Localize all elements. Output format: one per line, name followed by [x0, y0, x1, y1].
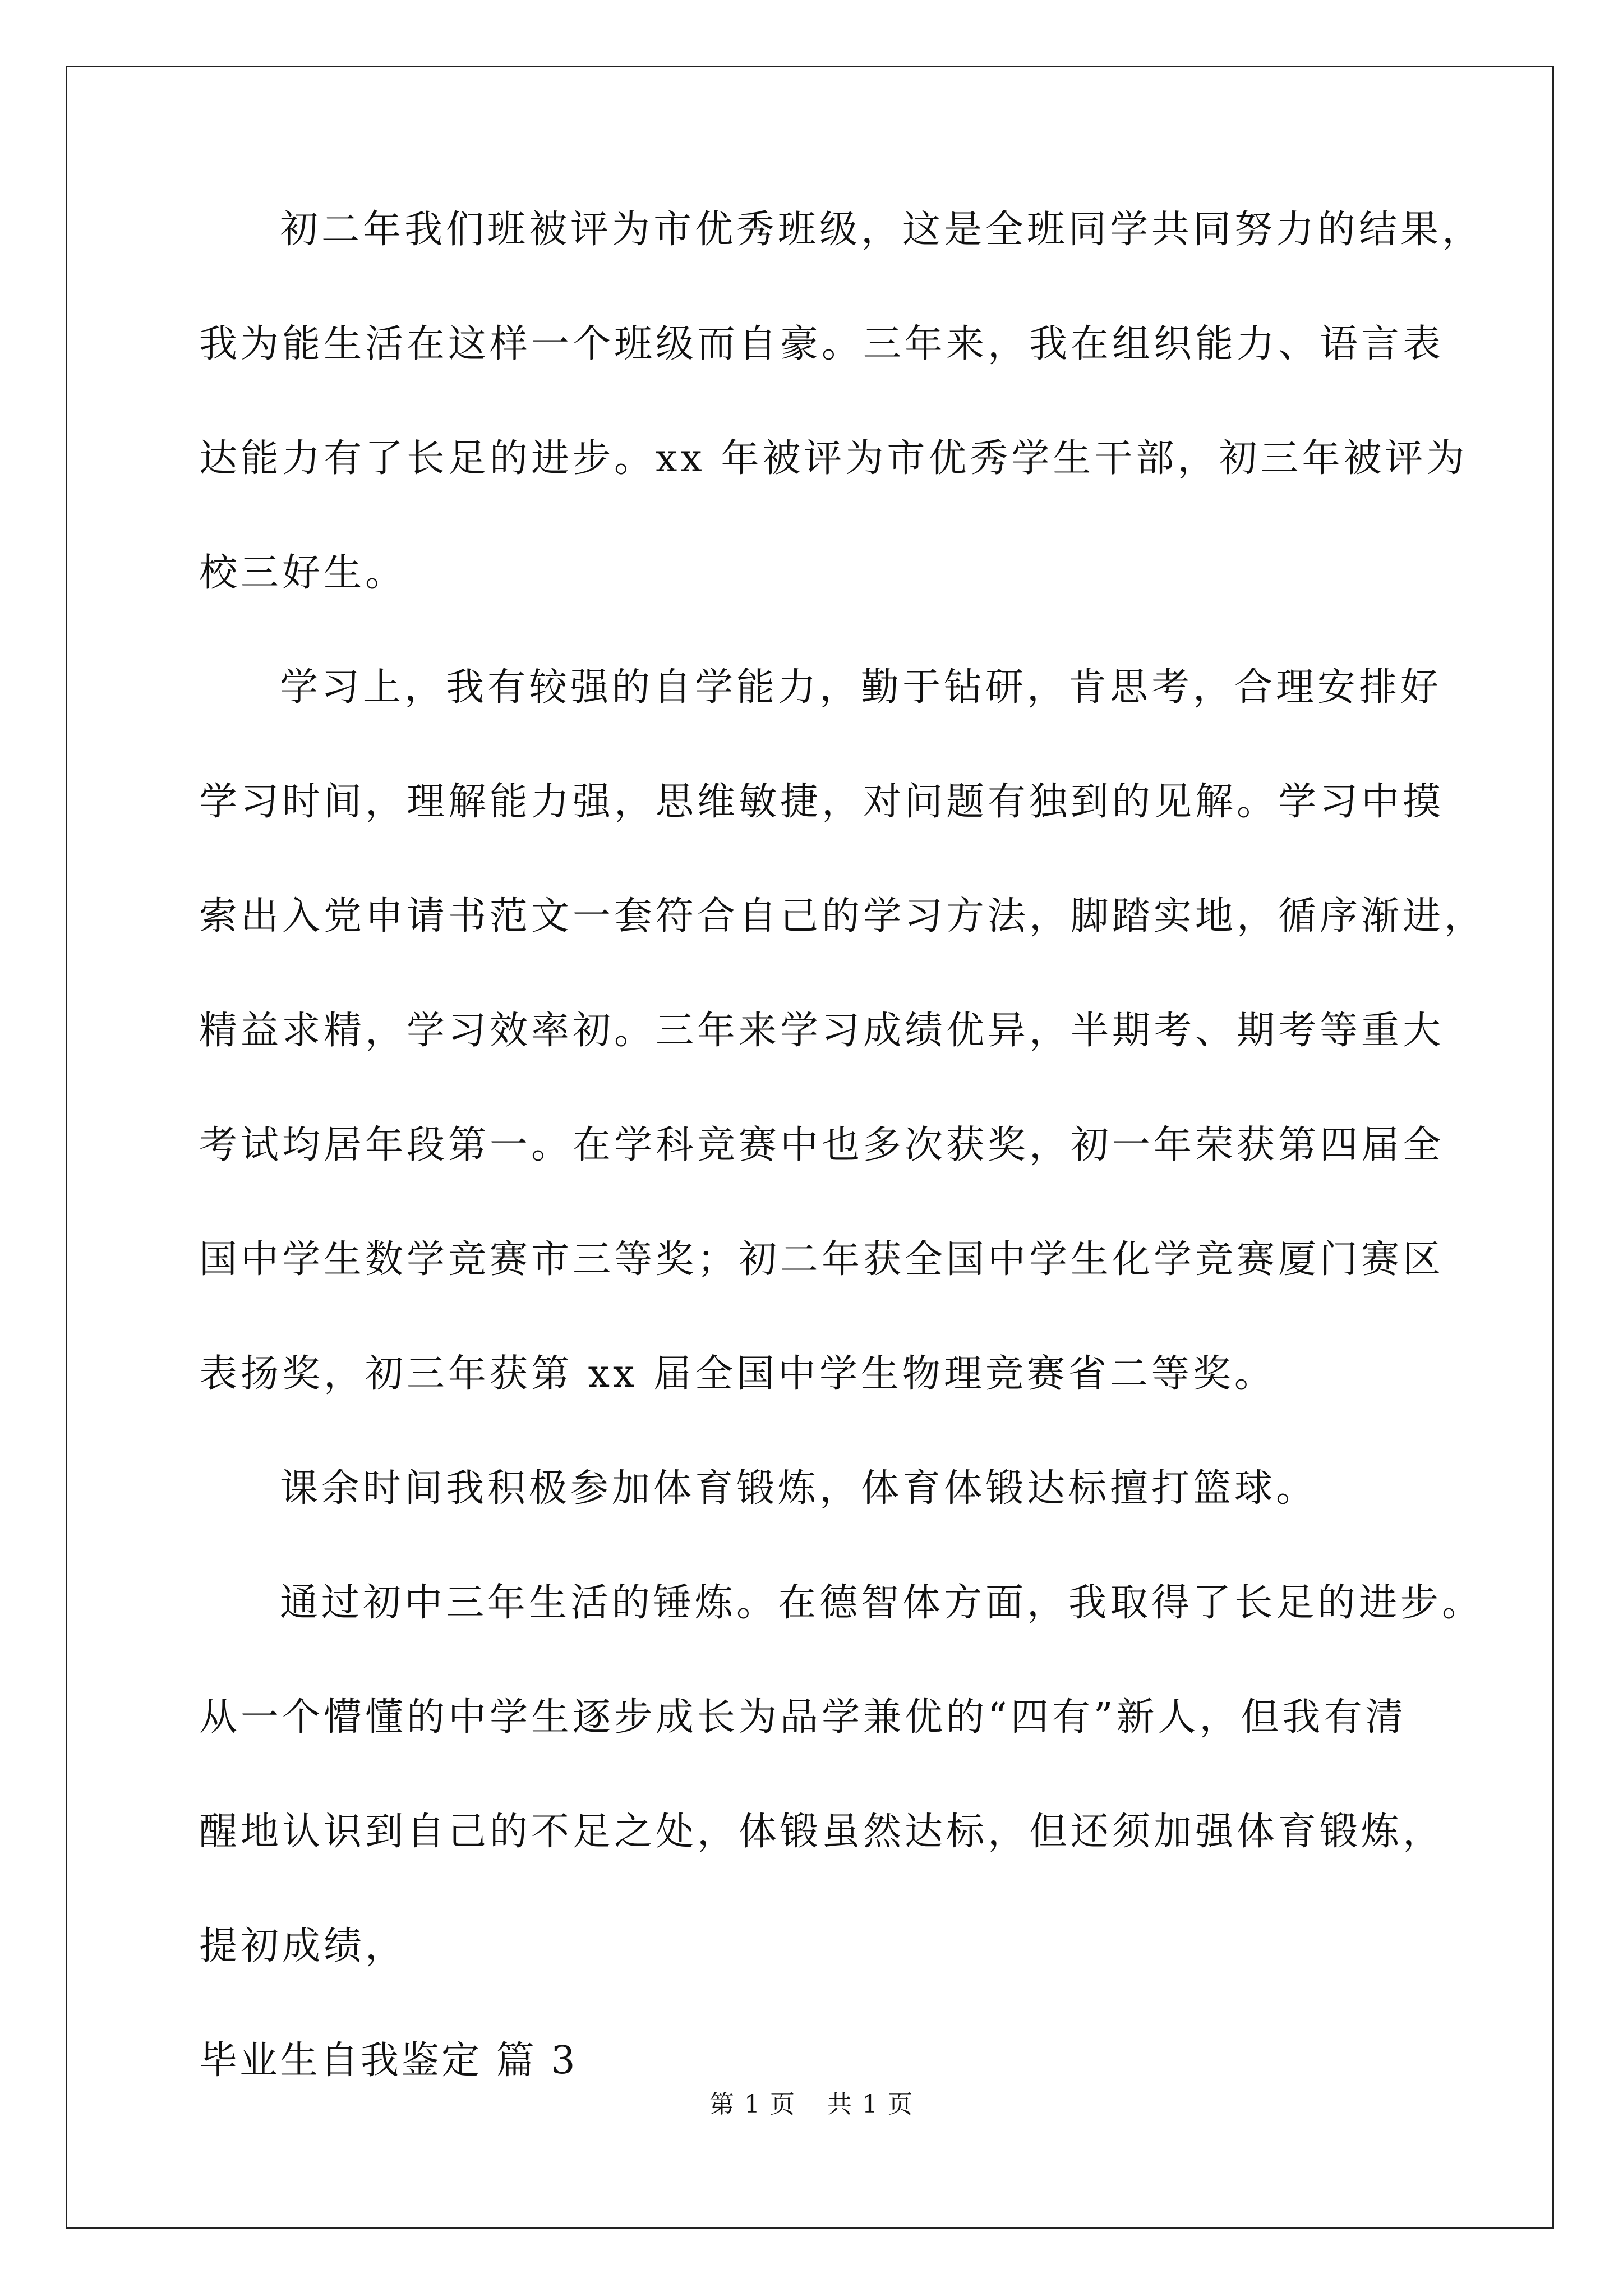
paragraph-line: 表扬奖，初三年获第 xx 届全国中学生物理竞赛省二等奖。 — [199, 1352, 1276, 1396]
paragraph-line: 索出入党申请书范文一套符合自己的学习方法，脚踏实地，循序渐进， — [199, 894, 1486, 938]
page-total: 共 1 页 — [827, 2090, 914, 2119]
paragraph-line: 我为能生活在这样一个班级而自豪。三年来，我在组织能力、语言表 — [199, 322, 1445, 366]
page-number: 第 1 页 — [709, 2090, 796, 2119]
paragraph-line: 考试均居年段第一。在学科竞赛中也多次获奖，初一年荣获第四届全 — [199, 1123, 1445, 1167]
paragraph-line: 通过初中三年生活的锤炼。在德智体方面，我取得了长足的进步。 — [280, 1581, 1484, 1625]
paragraph-line: 国中学生数学竞赛市三等奖；初二年获全国中学生化学竞赛厦门赛区 — [199, 1237, 1445, 1282]
paragraph-line: 从一个懵懂的中学生逐步成长为品学兼优的“四有”新人，但我有清 — [199, 1695, 1407, 1740]
paragraph-line: 醒地认识到自己的不足之处，体锻虽然达标，但还须加强体育锻炼， — [199, 1810, 1445, 1854]
paragraph-line: 学习上，我有较强的自学能力，勤于钻研，肯思考，合理安排好 — [280, 665, 1442, 710]
paragraph-line: 精益求精，学习效率初。三年来学习成绩优异，半期考、期考等重大 — [199, 1009, 1445, 1053]
paragraph-line: 达能力有了长足的进步。xx 年被评为市优秀学生干部，初三年被评为 — [199, 436, 1468, 481]
page-footer — [0, 2088, 1623, 2122]
section-heading: 毕业生自我鉴定 篇 3 — [199, 2039, 578, 2083]
paragraph-line: 提初成绩， — [199, 1924, 407, 1968]
paragraph-line: 初二年我们班被评为市优秀班级，这是全班同学共同努力的结果， — [280, 208, 1484, 252]
paragraph-line: 学习时间，理解能力强，思维敏捷，对问题有独到的见解。学习中摸 — [199, 780, 1445, 824]
paragraph-line: 课余时间我积极参加体育锻炼，体育体锻达标擅打篮球。 — [280, 1466, 1318, 1511]
paragraph-line: 校三好生。 — [199, 551, 407, 595]
